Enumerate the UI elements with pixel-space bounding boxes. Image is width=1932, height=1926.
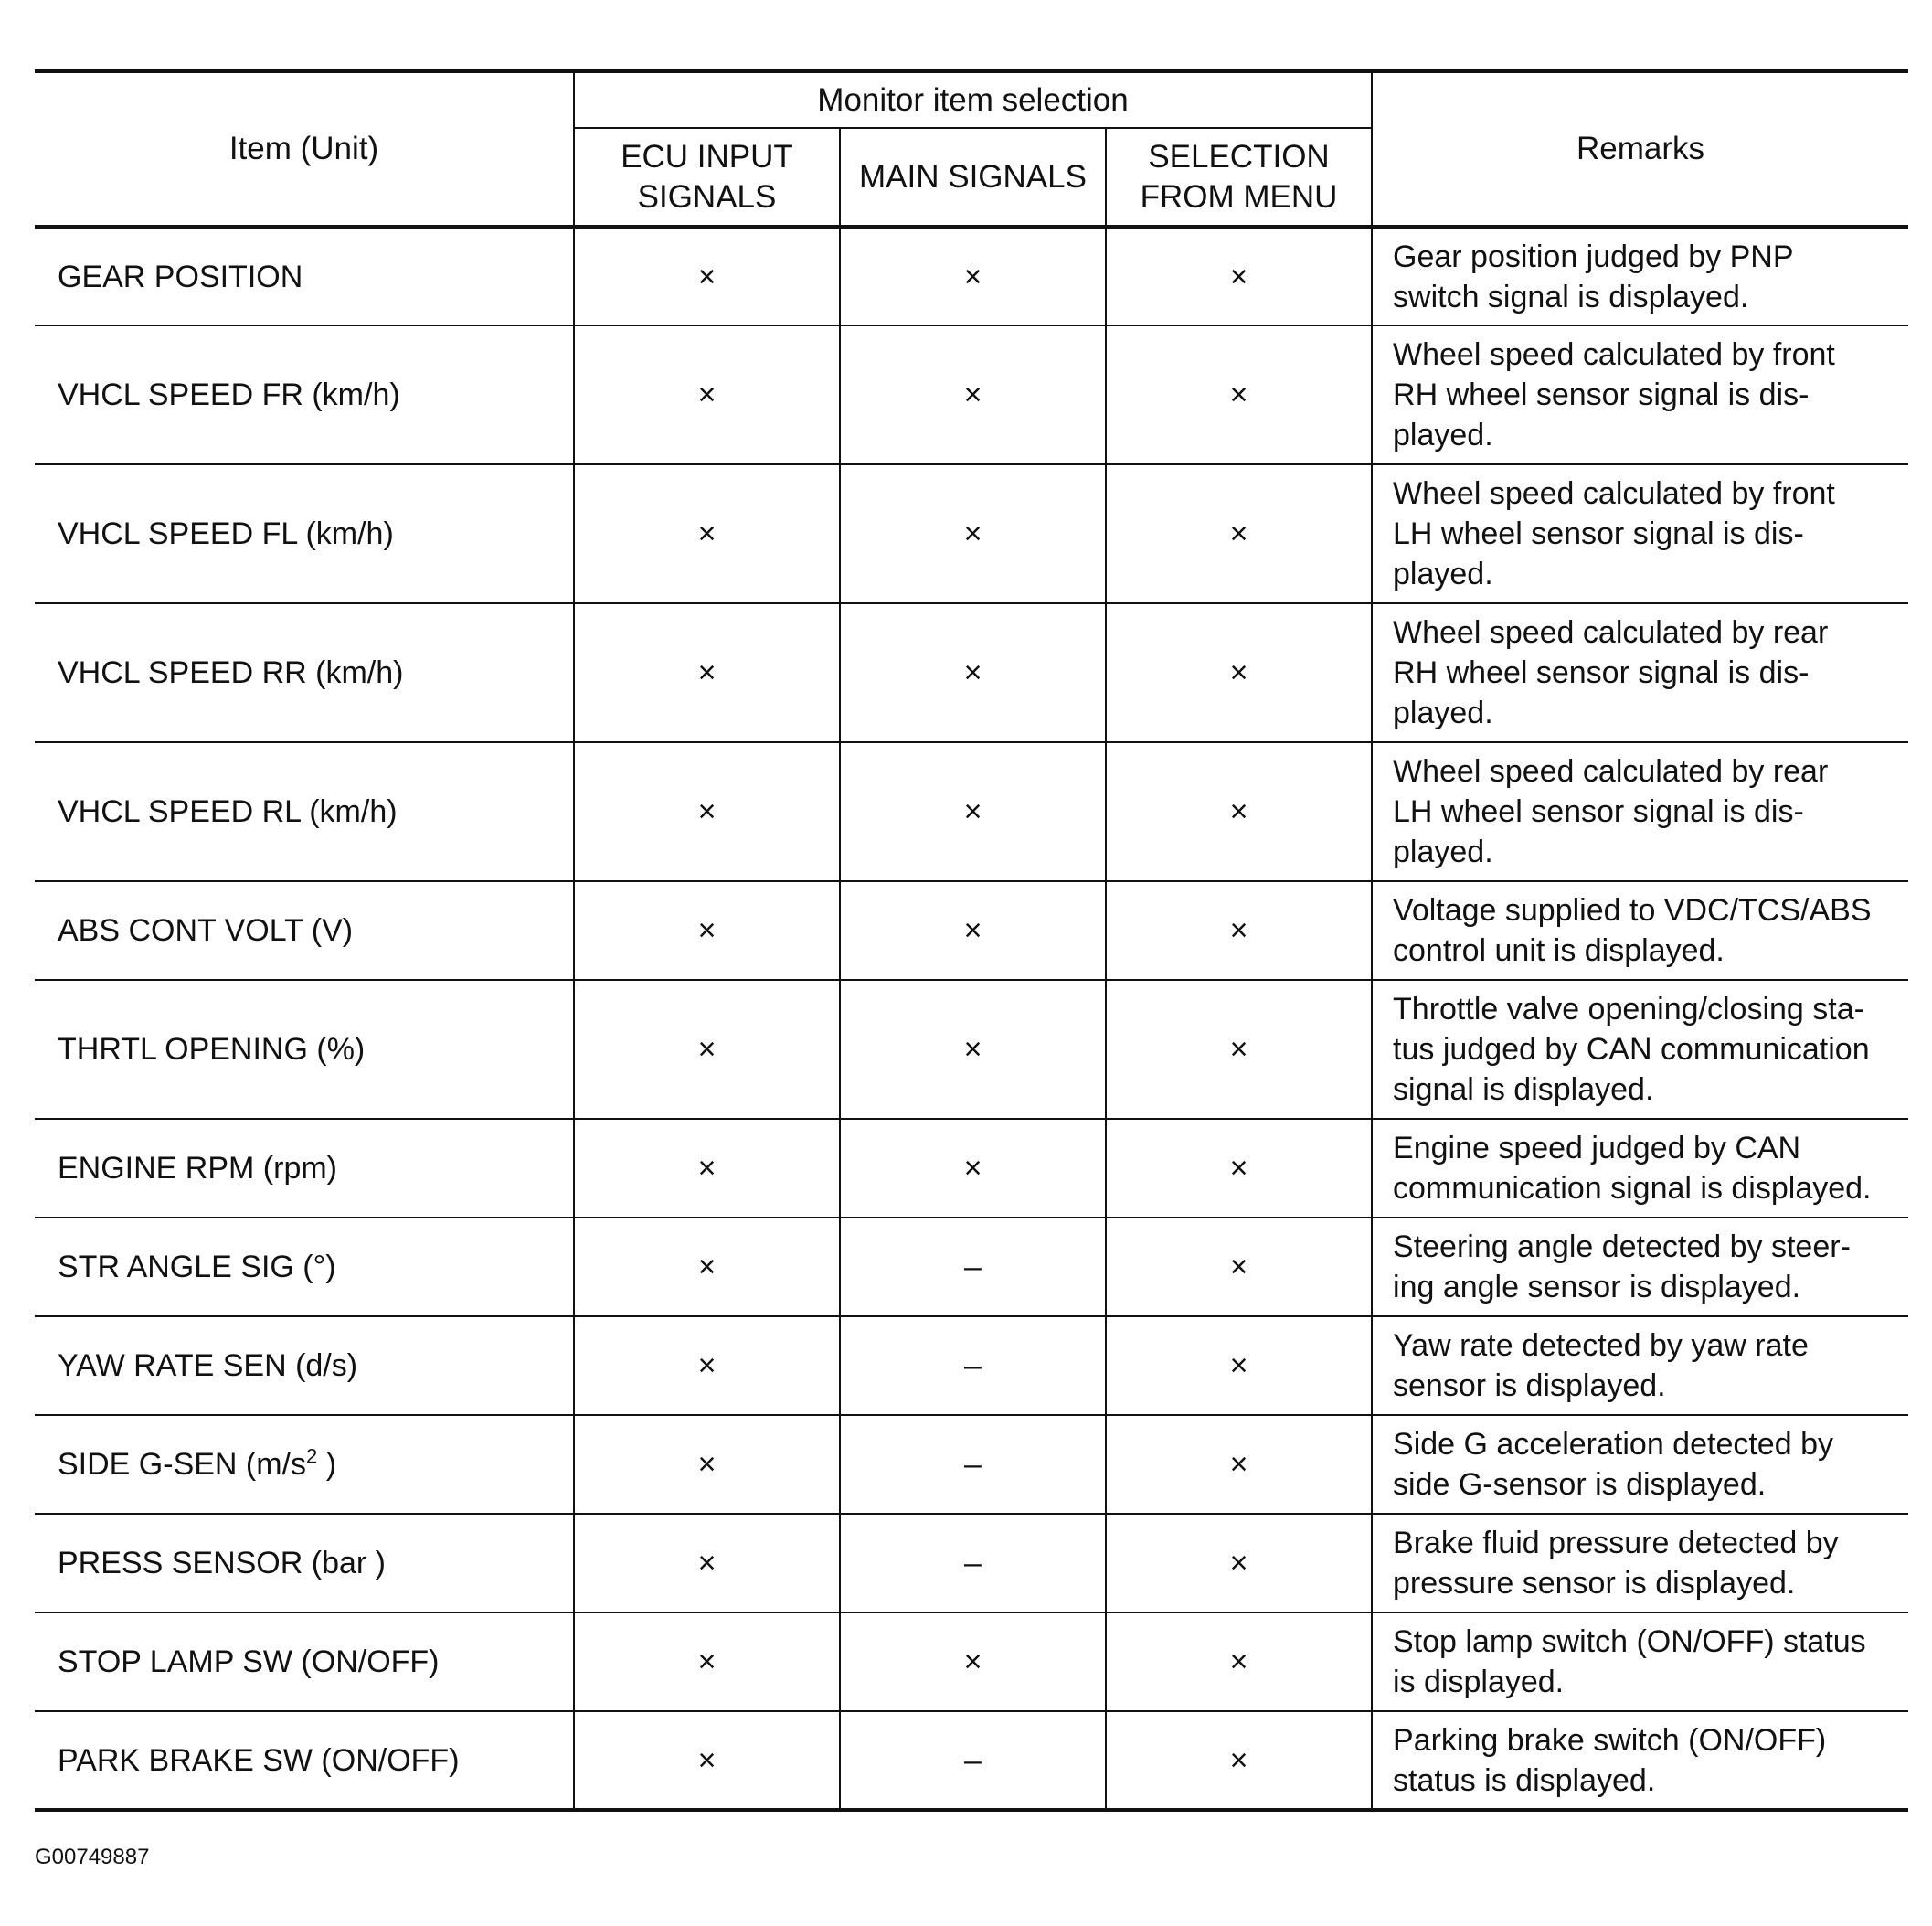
- table-row: [35, 1415, 1908, 1514]
- remark-line: Side G acceleration detected by: [1393, 1427, 1833, 1462]
- cell-ecu-input-mark: ×: [574, 980, 840, 1119]
- cell-item-unit: [35, 980, 574, 1119]
- cell-ecu-input-mark: ×: [574, 742, 840, 881]
- cell-main-signals-mark: ×: [840, 742, 1106, 881]
- remark-line: Engine speed judged by CAN: [1393, 1131, 1801, 1165]
- monitor-item-table: [35, 69, 1908, 1812]
- table-row: [35, 1514, 1908, 1612]
- cell-remarks: [1372, 881, 1908, 980]
- remark-line: LH wheel sensor signal is dis-: [1393, 794, 1804, 829]
- table-row: [35, 881, 1908, 980]
- remark-line: Yaw rate detected by yaw rate: [1393, 1328, 1809, 1363]
- table-row: [35, 1218, 1908, 1316]
- cell-selection-menu-mark: ×: [1106, 227, 1372, 325]
- remark-line: Stop lamp switch (ON/OFF) status: [1393, 1624, 1866, 1659]
- header-item-unit: Item (Unit): [35, 71, 574, 227]
- item-superscript: 2: [306, 1444, 318, 1468]
- remark-line: switch signal is displayed.: [1393, 279, 1749, 314]
- table-row: [35, 464, 1908, 603]
- cell-ecu-input-mark: ×: [574, 1316, 840, 1415]
- header-monitor-item-selection: Monitor item selection: [574, 71, 1372, 128]
- item-label: VHCL SPEED RL (km/h): [58, 794, 398, 829]
- remark-line: is displayed.: [1393, 1665, 1565, 1699]
- cell-selection-menu-mark: ×: [1106, 1612, 1372, 1711]
- header-main-signals: MAIN SIGNALS: [840, 128, 1106, 227]
- cell-remarks: [1372, 464, 1908, 603]
- cell-main-signals-mark: ×: [840, 1612, 1106, 1711]
- cell-item-unit: [35, 881, 574, 980]
- cell-selection-menu-mark: ×: [1106, 742, 1372, 881]
- item-label: SIDE G-SEN (m/s: [58, 1447, 307, 1482]
- remark-line: Steering angle detected by steer-: [1393, 1229, 1851, 1264]
- remark-line: signal is displayed.: [1393, 1072, 1654, 1107]
- cell-remarks: [1372, 1316, 1908, 1415]
- table-row: [35, 1612, 1908, 1711]
- remark-line: tus judged by CAN communication: [1393, 1032, 1870, 1067]
- cell-selection-menu-mark: ×: [1106, 881, 1372, 980]
- cell-item-unit: [35, 742, 574, 881]
- cell-ecu-input-mark: ×: [574, 1711, 840, 1810]
- header-sel-line2: FROM MENU: [1140, 178, 1338, 215]
- cell-selection-menu-mark: ×: [1106, 1415, 1372, 1514]
- table-row: [35, 1316, 1908, 1415]
- item-label: VHCL SPEED FL (km/h): [58, 516, 394, 551]
- header-remarks: Remarks: [1372, 71, 1908, 227]
- cell-ecu-input-mark: ×: [574, 1612, 840, 1711]
- table-row: [35, 980, 1908, 1119]
- cell-remarks: [1372, 1415, 1908, 1514]
- remark-line: Wheel speed calculated by rear: [1393, 754, 1829, 789]
- cell-main-signals-mark: –: [840, 1514, 1106, 1612]
- cell-item-unit: [35, 1514, 574, 1612]
- cell-remarks: [1372, 603, 1908, 742]
- remark-line: Wheel speed calculated by rear: [1393, 615, 1829, 650]
- cell-ecu-input-mark: ×: [574, 1119, 840, 1218]
- remark-line: played.: [1393, 696, 1493, 730]
- cell-selection-menu-mark: ×: [1106, 603, 1372, 742]
- remark-line: Parking brake switch (ON/OFF): [1393, 1722, 1827, 1758]
- item-label: GEAR POSITION: [58, 259, 303, 294]
- cell-selection-menu-mark: ×: [1106, 325, 1372, 464]
- cell-item-unit: [35, 1415, 574, 1514]
- item-label: ENGINE RPM (rpm): [58, 1151, 337, 1186]
- item-suffix: ): [317, 1447, 337, 1482]
- item-label: STR ANGLE SIG (°): [58, 1250, 336, 1284]
- item-label: VHCL SPEED RR (km/h): [58, 655, 404, 690]
- cell-remarks: [1372, 1218, 1908, 1316]
- remark-line: RH wheel sensor signal is dis-: [1393, 378, 1810, 412]
- monitor-item-table-wrap: [35, 69, 1908, 1812]
- cell-remarks: [1372, 980, 1908, 1119]
- cell-ecu-input-mark: ×: [574, 464, 840, 603]
- item-label: THRTL OPENING (%): [58, 1032, 366, 1067]
- cell-main-signals-mark: ×: [840, 227, 1106, 325]
- item-label: STOP LAMP SW (ON/OFF): [58, 1644, 440, 1679]
- header-ecu-input-signals: [574, 128, 840, 227]
- cell-ecu-input-mark: ×: [574, 881, 840, 980]
- cell-ecu-input-mark: ×: [574, 1218, 840, 1316]
- cell-selection-menu-mark: ×: [1106, 980, 1372, 1119]
- header-sel-line1: SELECTION: [1148, 138, 1330, 175]
- remark-line: Voltage supplied to VDC/TCS/ABS: [1393, 893, 1872, 928]
- header-ecu-line2: SIGNALS: [637, 178, 777, 215]
- cell-ecu-input-mark: ×: [574, 1514, 840, 1612]
- remark-line: status is displayed.: [1393, 1762, 1656, 1798]
- cell-item-unit: [35, 1711, 574, 1810]
- remark-line: Wheel speed calculated by front: [1393, 476, 1835, 511]
- item-label: PARK BRAKE SW (ON/OFF): [58, 1742, 460, 1778]
- table-row: [35, 325, 1908, 464]
- header-selection-from-menu: [1106, 128, 1372, 227]
- table-row: [35, 742, 1908, 881]
- cell-main-signals-mark: –: [840, 1415, 1106, 1514]
- cell-ecu-input-mark: ×: [574, 603, 840, 742]
- cell-main-signals-mark: ×: [840, 325, 1106, 464]
- cell-selection-menu-mark: ×: [1106, 464, 1372, 603]
- remark-line: side G-sensor is displayed.: [1393, 1467, 1767, 1502]
- cell-main-signals-mark: ×: [840, 881, 1106, 980]
- cell-selection-menu-mark: ×: [1106, 1218, 1372, 1316]
- cell-main-signals-mark: –: [840, 1316, 1106, 1415]
- cell-ecu-input-mark: ×: [574, 1415, 840, 1514]
- remark-line: played.: [1393, 835, 1493, 869]
- cell-remarks: [1372, 1612, 1908, 1711]
- remark-line: sensor is displayed.: [1393, 1368, 1666, 1403]
- cell-item-unit: [35, 325, 574, 464]
- cell-item-unit: [35, 1316, 574, 1415]
- cell-remarks: [1372, 1711, 1908, 1810]
- cell-remarks: [1372, 1119, 1908, 1218]
- remark-line: communication signal is displayed.: [1393, 1171, 1872, 1206]
- cell-selection-menu-mark: ×: [1106, 1514, 1372, 1612]
- table-row: [35, 603, 1908, 742]
- remark-line: Throttle valve opening/closing sta-: [1393, 992, 1864, 1027]
- item-label: VHCL SPEED FR (km/h): [58, 378, 400, 412]
- item-label: ABS CONT VOLT (V): [58, 913, 354, 948]
- cell-selection-menu-mark: ×: [1106, 1711, 1372, 1810]
- remark-line: LH wheel sensor signal is dis-: [1393, 516, 1804, 551]
- remark-line: Wheel speed calculated by front: [1393, 337, 1835, 372]
- cell-item-unit: [35, 1218, 574, 1316]
- cell-remarks: [1372, 1514, 1908, 1612]
- remark-line: played.: [1393, 418, 1493, 452]
- cell-main-signals-mark: ×: [840, 1119, 1106, 1218]
- table-header: [35, 71, 1908, 227]
- cell-item-unit: [35, 464, 574, 603]
- remark-line: Brake fluid pressure detected by: [1393, 1526, 1839, 1560]
- remark-line: RH wheel sensor signal is dis-: [1393, 655, 1810, 690]
- figure-id: G00749887: [35, 1845, 150, 1869]
- cell-selection-menu-mark: ×: [1106, 1316, 1372, 1415]
- cell-remarks: [1372, 325, 1908, 464]
- cell-item-unit: [35, 603, 574, 742]
- cell-main-signals-mark: ×: [840, 464, 1106, 603]
- remark-line: Gear position judged by PNP: [1393, 239, 1794, 274]
- cell-main-signals-mark: –: [840, 1711, 1106, 1810]
- cell-ecu-input-mark: ×: [574, 325, 840, 464]
- remark-line: played.: [1393, 557, 1493, 591]
- cell-item-unit: [35, 1119, 574, 1218]
- cell-selection-menu-mark: ×: [1106, 1119, 1372, 1218]
- cell-remarks: [1372, 742, 1908, 881]
- table-row: [35, 227, 1908, 325]
- remark-line: ing angle sensor is displayed.: [1393, 1270, 1801, 1304]
- remark-line: pressure sensor is displayed.: [1393, 1566, 1796, 1601]
- table-row: [35, 1119, 1908, 1218]
- cell-main-signals-mark: ×: [840, 980, 1106, 1119]
- cell-main-signals-mark: ×: [840, 603, 1106, 742]
- item-label: PRESS SENSOR (bar ): [58, 1546, 386, 1580]
- header-ecu-line1: ECU INPUT: [621, 138, 793, 175]
- cell-item-unit: [35, 1612, 574, 1711]
- cell-main-signals-mark: –: [840, 1218, 1106, 1316]
- cell-remarks: [1372, 227, 1908, 325]
- table-body: [35, 227, 1908, 1810]
- cell-item-unit: [35, 227, 574, 325]
- item-label: YAW RATE SEN (d/s): [58, 1348, 358, 1383]
- cell-ecu-input-mark: ×: [574, 227, 840, 325]
- table-row: [35, 1711, 1908, 1810]
- remark-line: control unit is displayed.: [1393, 933, 1725, 968]
